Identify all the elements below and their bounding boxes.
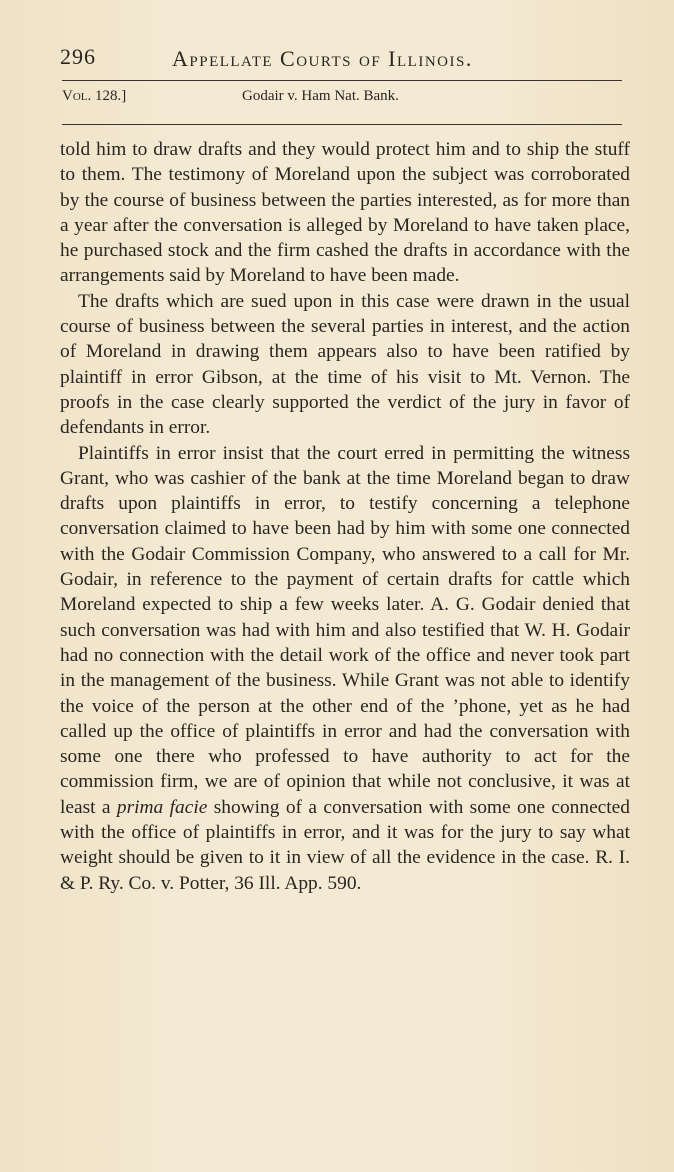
case-caption: Godair v. Ham Nat. Bank. [242,88,399,104]
page-number: 296 [60,44,96,69]
running-head [60,44,620,78]
header-rule-top [62,80,622,81]
paragraph-text: showing of a conversation with some one connected with the office of plaintiffs in error, and it was for the jury to say what weight should be given to it in view of all the evidence in the case. R. I. & P. Ry. Co. v. Potter, 36 Ill. App. 590. [60,796,630,894]
paragraph-continued: told him to draw drafts and they would protect him and to ship the stuff to them. The testimony of Moreland upon the subject was corroborated by the course of business between the parties interested, as for more than a year after the conversation is alleged by Moreland to have taken place, he purchased stock and the firm cashed the drafts in accordance with the arrangements said by Moreland to have been made. [60,139,630,287]
paragraph [60,441,630,896]
header-rule-bottom [62,124,622,125]
case-line [62,88,622,112]
paragraph: The drafts which are sued upon in this case were drawn in the usual course of business between the several parties in interest, and the action of Moreland in drawing them appears also to have been ratified by plaintiff in error Gibson, at the time of his visit to Mt. Vernon. The proofs in the case clearly supported the verdict of the jury in favor of defendants in error. [60,290,630,439]
paragraph-text: Plaintiffs in error insist that the court erred in permitting the witness Grant, who was cashier of the bank at the time Moreland began to draw drafts upon plaintiffs in error, to testify concerning a telephone conversation claimed to have been had by him with some one connected with the Godair Commission Company, who answered to a call for Mr. Godair, in reference to the payment of certain drafts for cattle which Moreland expected to ship a few weeks later. A. G. Godair denied that such conversation was had with him and also testified that W. H. Godair had no connection with the detail work of the office and never took part in the management of the business. While Grant was not able to identify the voice of the person at the other end of the ’phone, yet as he had called up the office of plaintiffs in error and had the conversation with some one there who professed to have authority to act for the commission firm, we are of opinion that while not conclusive, it was at least a [60,442,630,818]
body-text [60,137,630,896]
running-title: Appellate Courts of Illinois. [172,46,473,71]
volume-label: Vol. 128.] [62,88,127,104]
italic-phrase: prima facie [116,796,208,818]
